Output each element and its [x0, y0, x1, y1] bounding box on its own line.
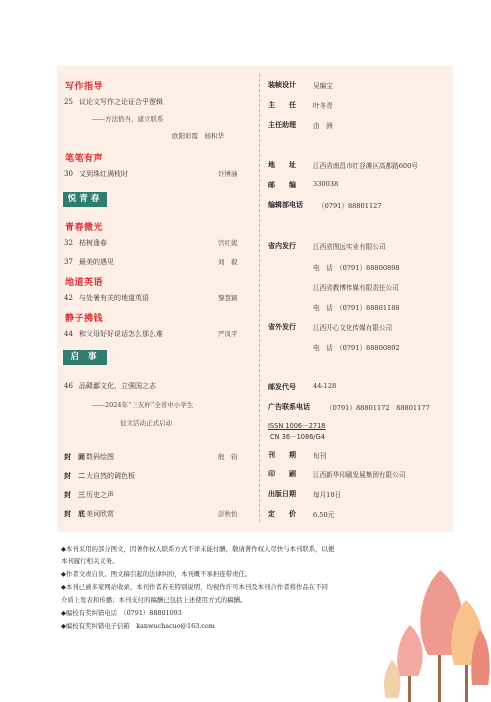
toc-title: 枯树逢春: [79, 239, 107, 247]
toc-page: 44: [64, 330, 73, 338]
value-design: 吴编宝: [313, 82, 333, 90]
note-line: 介质上发表和传播；本刊支付的稿酬已包括上述使用方式的稿酬。: [61, 596, 247, 604]
cover-value: 美词欣赏: [86, 510, 114, 518]
label-director: 主 任: [268, 101, 296, 109]
section-pen: 笔笔有声: [65, 154, 104, 164]
value-domestic-org1: 江西省图远实业有限公司: [313, 243, 386, 251]
label-domestic: 省内发行: [268, 242, 296, 250]
note-line: ◆本刊已被多家网站收录，本刊作者若无特别说明，均视作许可本刊及本刊合作者将作品在不同: [61, 583, 328, 591]
toc-subtitle: ——方法恰当，建立联系: [92, 115, 164, 123]
note-line: ◆作者文责自负。图文稿引起的法律纠纷，本刊概不承担连带责任。: [61, 570, 252, 578]
section-quiet: 静子拂钱: [65, 314, 104, 324]
label-pub-date: 出版日期: [268, 490, 296, 498]
toc-item[interactable]: [64, 238, 107, 248]
toc-author: 欧阳彩霞 杨积华: [172, 132, 224, 140]
value-outside-tel: 电 话 （0791）88800892: [313, 344, 400, 352]
value-domestic-tel2: 电 话 （0791）88801188: [313, 304, 400, 312]
toc-page: 25: [64, 98, 73, 106]
section-campus: 地道英语: [65, 278, 104, 288]
value-director: 叶冬青: [313, 102, 333, 110]
banner-notice: 启 事: [63, 350, 107, 365]
toc-page: 42: [64, 294, 73, 302]
tree-canopy: [397, 625, 422, 676]
cover-author: 殷 钧: [218, 453, 238, 461]
cover-value: 大自然的调色板: [86, 472, 135, 480]
toc-author: 严凤平: [218, 330, 238, 338]
toc-page: 32: [64, 239, 73, 247]
value-editorial-phone: （0791）88801127: [318, 202, 382, 210]
note-line: 本刊履行相关义务。: [61, 557, 119, 565]
note-line: ◆编校有奖纠错电子信箱 kanwuchacuo@163.com: [61, 622, 215, 630]
value-address: 江西省南昌市红谷滩区高都路600号: [313, 162, 418, 170]
cn-number: CN 36－1086/G4: [270, 433, 325, 441]
value-printer: 江西新华印刷发展集团有限公司: [313, 471, 406, 479]
issn: ISSN 1006－2718: [268, 422, 326, 430]
toc-author: 宫红妮: [218, 239, 238, 247]
cover-value: 历史之声: [86, 491, 114, 499]
cover-value: 数码绘图: [86, 453, 114, 461]
value-domestic-tel1: 电 话 （0791）88800898: [313, 264, 400, 272]
value-pub-date: 每月10日: [313, 491, 342, 499]
label-assistant: 主任助理: [268, 121, 296, 129]
toc-author: 许博涵: [218, 170, 238, 178]
autumn-trees-illustration: [380, 560, 491, 702]
cover-label: 封 二: [64, 472, 85, 480]
toc-subtitle: ——2024年“三友杯”全省中小学生: [92, 401, 194, 409]
label-address: 地 址: [268, 161, 296, 169]
label-postcode: 邮 编: [268, 181, 296, 189]
toc-page: 30: [64, 170, 73, 178]
value-frequency: 旬刊: [313, 452, 327, 460]
toc-item[interactable]: [64, 329, 163, 339]
toc-item[interactable]: [64, 257, 114, 267]
cover-author: 彭秋怡: [218, 510, 238, 518]
value-outside-org: 江西开心文化传媒有限公司: [313, 324, 393, 332]
label-design: 装帧设计: [268, 81, 296, 89]
toc-item[interactable]: [64, 169, 128, 179]
value-price: 6.50元: [313, 511, 335, 519]
section-writing: 写作指导: [65, 82, 104, 92]
note-line: ◆编校有奖纠错电话 （0791）88801093: [61, 609, 182, 617]
banner-youth: 悦青春: [63, 192, 107, 207]
note-line: ◆本刊采用的部分图文，因著作权人联系方式不详未能付酬，敬请著作权人尽快与本刊联系，以便: [61, 545, 335, 553]
toc-page: 46: [64, 382, 73, 390]
toc-title: 又到珠红满枝时: [79, 170, 128, 178]
label-ad-phone: 广告联系电话: [268, 403, 310, 411]
toc-title: 最美的遇见: [79, 258, 114, 266]
value-postcode: 330038: [313, 180, 339, 188]
toc-title: 品赣鄱文化，立强国之志: [79, 382, 156, 390]
toc-title: 和父母好好说话怎么那么难: [79, 330, 163, 338]
toc-title: 议论文写作之论证合乎逻辑: [79, 98, 163, 106]
column-divider: [259, 74, 260, 522]
toc-title: 与处暑有关的地道英语: [79, 294, 149, 302]
label-price: 定 价: [268, 510, 296, 518]
toc-item[interactable]: [64, 293, 149, 303]
toc-item[interactable]: [64, 97, 163, 107]
toc-author: 刘 毅: [218, 258, 238, 266]
cover-label: 封 底: [64, 510, 85, 518]
label-mail-code: 邮发代号: [268, 383, 296, 391]
label-outside: 省外发行: [268, 323, 296, 331]
toc-item[interactable]: [64, 381, 156, 391]
section-youth-light: 青春微光: [65, 223, 104, 233]
toc-page: 37: [64, 258, 73, 266]
label-printer: 印 刷: [268, 470, 296, 478]
cover-label: 封 面: [64, 453, 85, 461]
value-domestic-org2: 江西省教博传媒有限责任公司: [313, 284, 399, 292]
cover-label: 封 三: [64, 491, 85, 499]
label-frequency: 刊 期: [268, 451, 296, 459]
toc-subtitle: 征文活动正式启动: [120, 419, 172, 427]
label-editorial-phone: 编辑部电话: [268, 201, 303, 209]
value-ad-phone: （0791）88801172 88801177: [326, 404, 430, 412]
toc-author: 黎慧颖: [218, 294, 238, 302]
value-mail-code: 44-128: [313, 382, 337, 390]
value-assistant: 由 洲: [313, 122, 333, 130]
